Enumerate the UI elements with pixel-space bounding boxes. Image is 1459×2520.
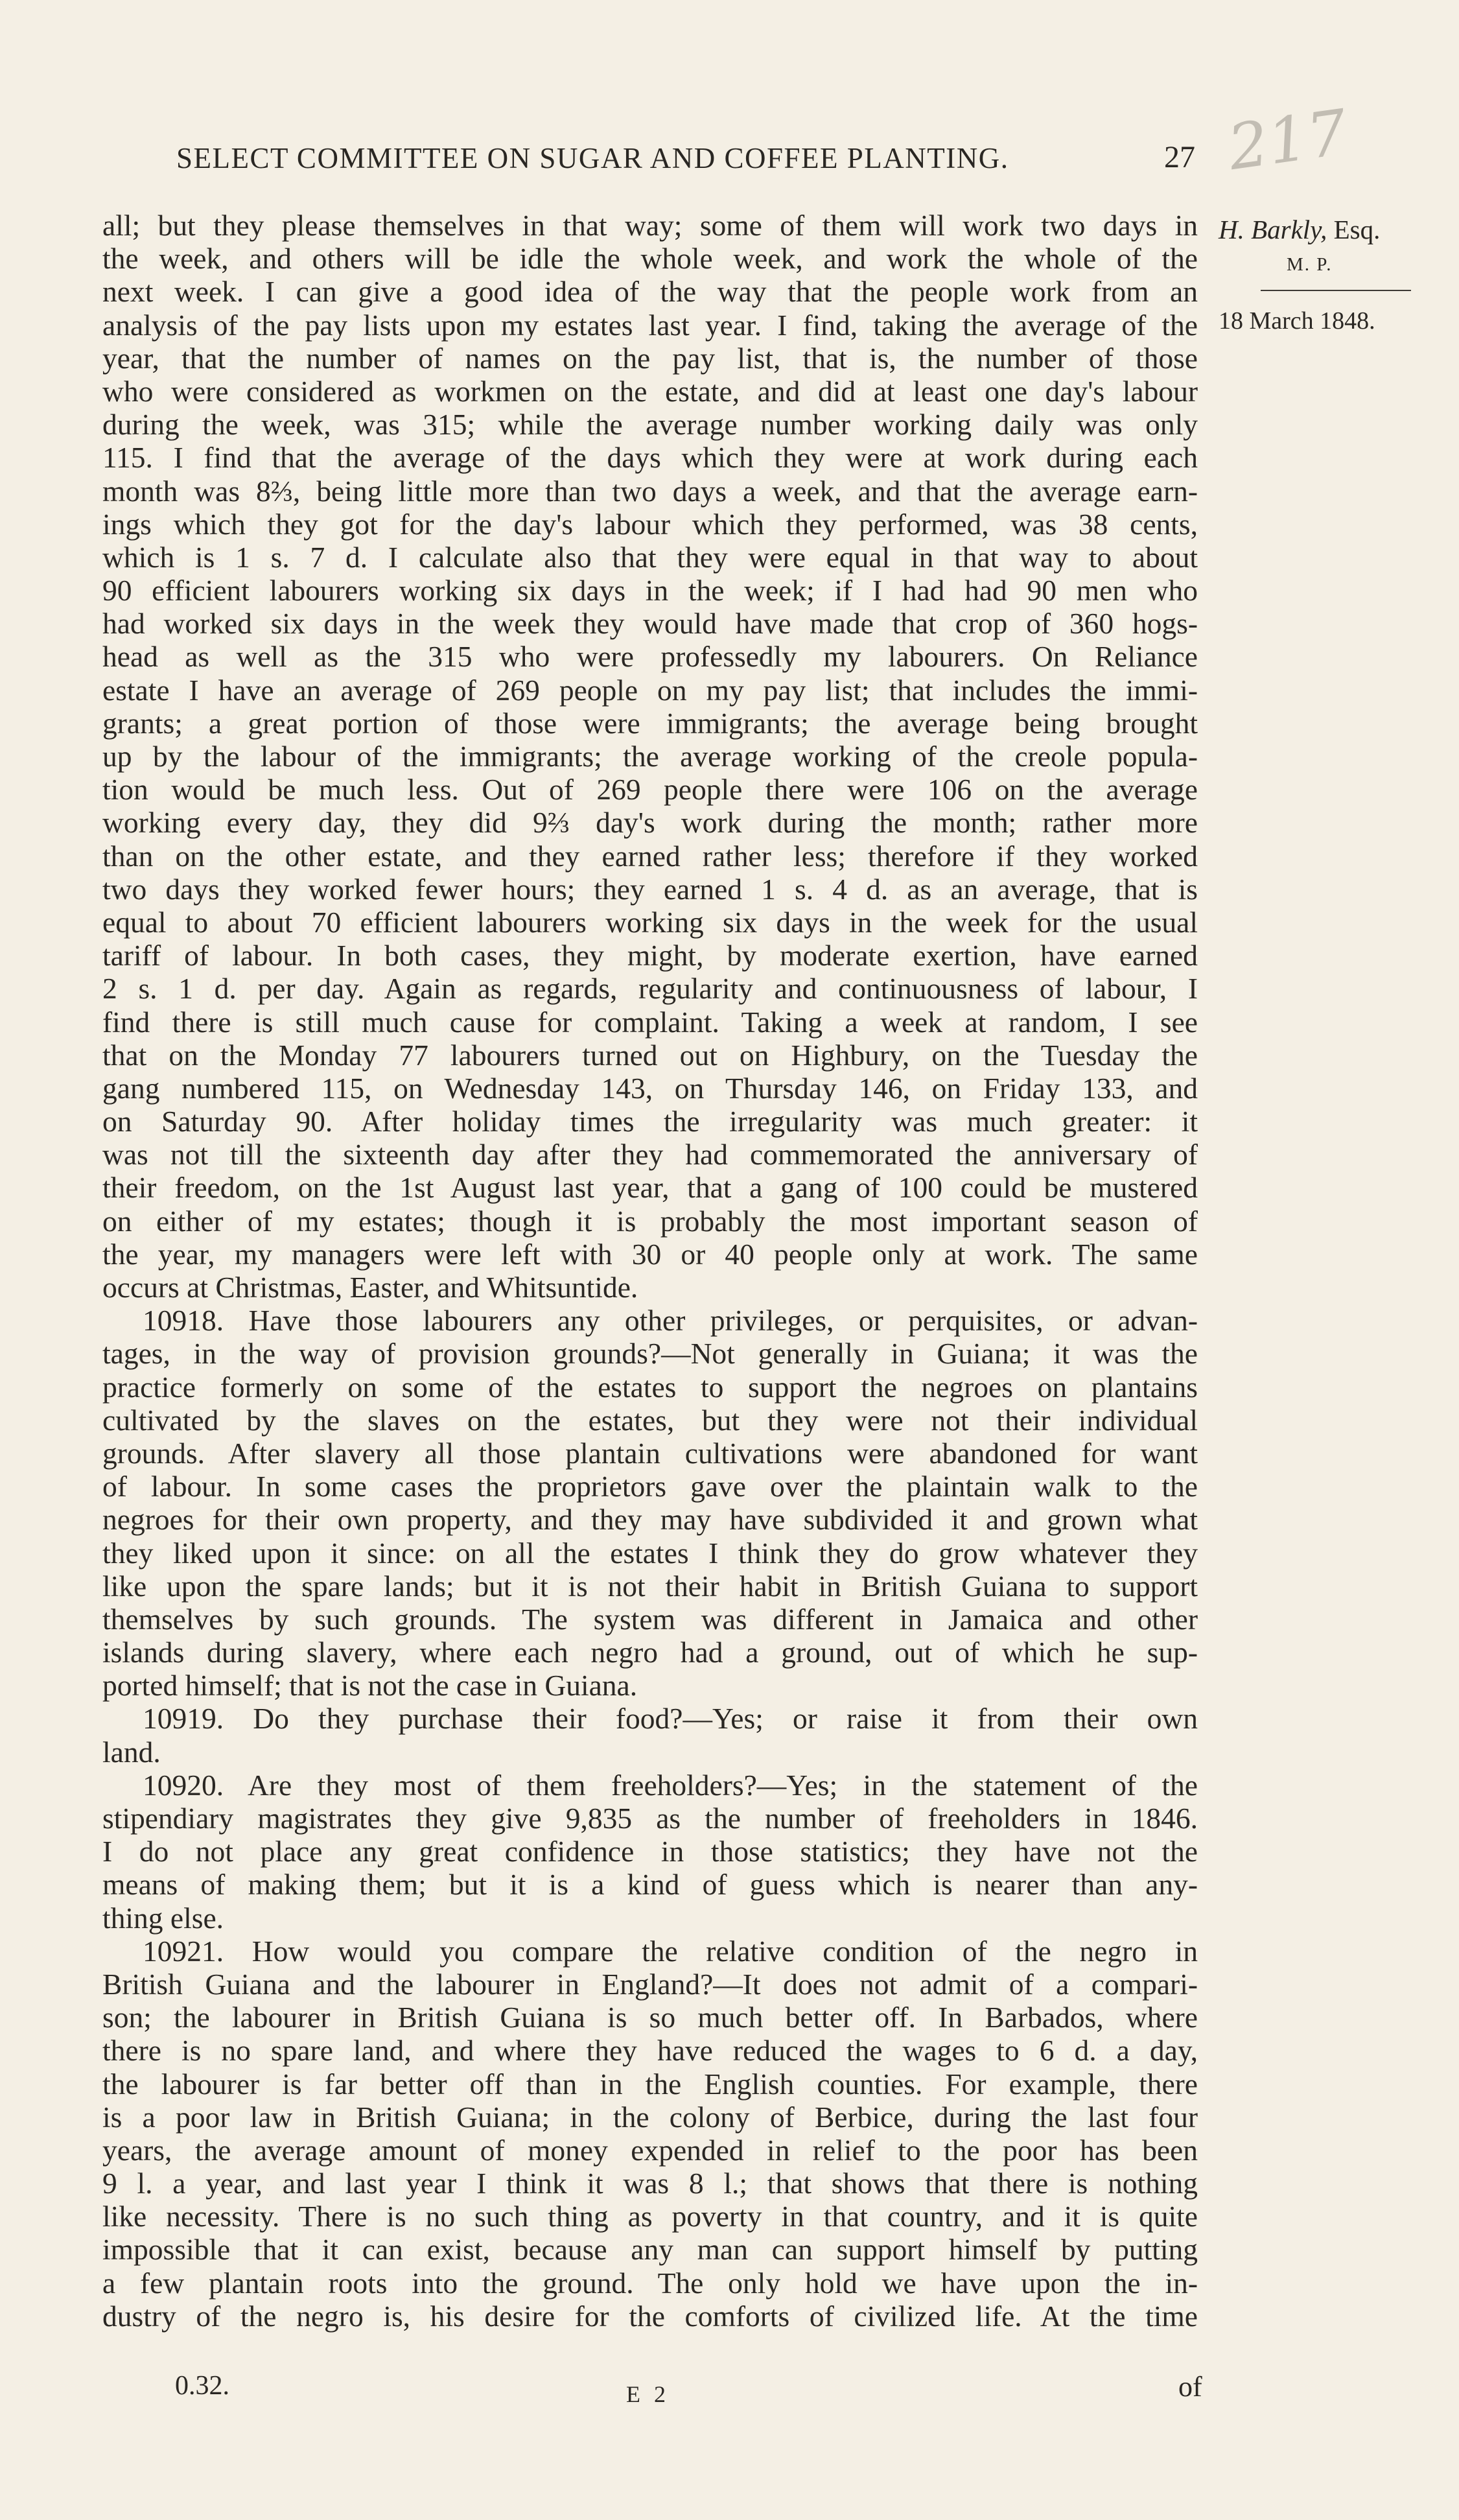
text-line: ported himself; that is not the case in Guiana. xyxy=(102,1669,638,1702)
text-line: is a poor law in British Guiana; in the colony of Berbice, during the last four xyxy=(102,2100,1198,2134)
text-line: during the week, was 315; while the average number working daily was only xyxy=(102,408,1198,442)
text-line: gang numbered 115, on Wednesday 143, on Thursday 146, on Friday 133, and xyxy=(102,1071,1198,1105)
text-line: occurs at Christmas, Easter, and Whitsuntide. xyxy=(102,1271,638,1304)
text-line: had worked six days in the week they would have made that crop of 360 hogs- xyxy=(102,607,1198,641)
text-line: practice formerly on some of the estates to support the negroes on plantains xyxy=(102,1370,1198,1404)
witness-name-text: H. Barkly, xyxy=(1219,215,1327,244)
text-line: means of making them; but it is a kind of guess which is nearer than any- xyxy=(102,1868,1198,1902)
text-line: ings which they got for the day's labour which they performed, was 38 cents, xyxy=(102,507,1198,541)
text-line: like necessity. There is no such thing as poverty in that country, and it is quite xyxy=(102,2200,1198,2233)
text-line: 10918. Have those labourers any other privileges, or perquisites, or advan- xyxy=(143,1304,1198,1337)
body-text xyxy=(102,209,1198,2333)
text-line: grants; a great portion of those were immigrants; the average being brought xyxy=(102,706,1198,740)
text-line: that on the Monday 77 labourers turned out on Highbury, on the Tuesday the xyxy=(102,1038,1198,1072)
text-line: tariff of labour. In both cases, they might, by moderate exertion, have earned xyxy=(102,939,1198,972)
text-line: tion would be much less. Out of 269 people there were 106 on the average xyxy=(102,773,1198,807)
text-line: 2 s. 1 d. per day. Again as regards, regularity and continuousness of labour, I xyxy=(102,972,1198,1006)
text-line: cultivated by the slaves on the estates, but they were not their individual xyxy=(102,1403,1198,1437)
text-line: dustry of the negro is, his desire for the comforts of civilized life. At the time xyxy=(102,2299,1198,2333)
text-line: 10920. Are they most of them freeholders?—Yes; in the statement of the xyxy=(143,1768,1198,1802)
text-line: two days they worked fewer hours; they earned 1 s. 4 d. as an average, that is xyxy=(102,872,1198,906)
text-line: on either of my estates; though it is probably the most important season of xyxy=(102,1204,1198,1238)
text-line: was not till the sixteenth day after they had commemorated the anniversary of xyxy=(102,1138,1198,1172)
text-line: equal to about 70 efficient labourers working six days in the week for the usual xyxy=(102,905,1198,939)
text-line: month was 8⅔, being little more than two days a week, and that the average earn- xyxy=(102,474,1198,508)
testimony-date: 18 March 1848. xyxy=(1219,307,1375,335)
text-line: head as well as the 315 who were professedly my labourers. On Reliance xyxy=(102,640,1198,674)
text-line: who were considered as workmen on the estate, and did at least one day's labour xyxy=(102,374,1198,408)
text-line: on Saturday 90. After holiday times the irregularity was much greater: it xyxy=(102,1105,1198,1138)
text-line: find there is still much cause for complaint. Taking a week at random, I see xyxy=(102,1005,1198,1039)
page-number: 27 xyxy=(1164,140,1195,174)
text-line: which is 1 s. 7 d. I calculate also that they were equal in that way to about xyxy=(102,540,1198,574)
footer-signature-mark: E 2 xyxy=(626,2381,670,2407)
text-line: a few plantain roots into the ground. The only hold we have upon the in- xyxy=(102,2266,1198,2300)
text-line: up by the labour of the immigrants; the average working of the creole popula- xyxy=(102,740,1198,773)
text-line: there is no spare land, and where they have reduced the wages to 6 d. a day, xyxy=(102,2034,1198,2067)
text-line: grounds. After slavery all those plantain cultivations were abandoned for want xyxy=(102,1436,1198,1470)
handwritten-folio-number: 217 xyxy=(1224,95,1352,185)
text-line: the year, my managers were left with 30 or 40 people only at work. The same xyxy=(102,1237,1198,1271)
text-line: the week, and others will be idle the whole week, and work the whole of the xyxy=(102,242,1198,276)
witness-name xyxy=(1219,214,1413,245)
text-line: I do not place any great confidence in those statistics; they have not the xyxy=(102,1835,1198,1868)
text-line: than on the other estate, and they earned rather less; therefore if they worked xyxy=(102,839,1198,873)
text-line: tages, in the way of provision grounds?—Not generally in Guiana; it was the xyxy=(102,1337,1198,1371)
text-line: land. xyxy=(102,1735,161,1769)
text-line: negroes for their own property, and they may have subdivided it and grown what xyxy=(102,1503,1198,1537)
witness-title: M. P. xyxy=(1287,254,1333,275)
text-line: son; the labourer in British Guiana is so much better off. In Barbados, where xyxy=(102,2001,1198,2034)
text-line: years, the average amount of money expended in relief to the poor has been xyxy=(102,2133,1198,2167)
text-line: 10919. Do they purchase their food?—Yes; or raise it from their own xyxy=(143,1702,1198,1736)
text-line: estate I have an average of 269 people on my pay list; that includes the immi- xyxy=(102,673,1198,707)
text-line: of labour. In some cases the proprietors gave over the plaintain walk to the xyxy=(102,1470,1198,1503)
running-header-title: SELECT COMMITTEE ON SUGAR AND COFFEE PLANTING. xyxy=(176,142,1009,174)
sidebar-rule xyxy=(1261,290,1411,291)
text-line: their freedom, on the 1st August last year, that a gang of 100 could be mustered xyxy=(102,1171,1198,1205)
witness-suffix: Esq. xyxy=(1333,215,1381,244)
text-line: 10921. How would you compare the relative condition of the negro in xyxy=(143,1934,1198,1968)
text-line: 115. I find that the average of the days which they were at work during each xyxy=(102,441,1198,475)
text-line: stipendiary magistrates they give 9,835 as the number of freeholders in 1846. xyxy=(102,1802,1198,1835)
text-line: all; but they please themselves in that way; some of them will work two days in xyxy=(102,209,1198,242)
text-line: 9 l. a year, and last year I think it was 8 l.; that shows that there is nothing xyxy=(102,2167,1198,2200)
text-line: impossible that it can exist, because any man can support himself by putting xyxy=(102,2233,1198,2267)
footer-sheet-number: 0.32. xyxy=(175,2371,229,2401)
text-line: like upon the spare lands; but it is not their habit in British Guiana to support xyxy=(102,1569,1198,1603)
catchword: of xyxy=(1178,2371,1202,2403)
text-line: analysis of the pay lists upon my estates last year. I find, taking the average of the xyxy=(102,308,1198,342)
text-line: British Guiana and the labourer in England?—It does not admit of a compari- xyxy=(102,1967,1198,2001)
text-line: working every day, they did 9⅔ day's work during the month; rather more xyxy=(102,806,1198,840)
margin-sidebar xyxy=(1219,214,1413,335)
text-line: next week. I can give a good idea of the way that the people work from an xyxy=(102,275,1198,309)
text-line: year, that the number of names on the pay list, that is, the number of those xyxy=(102,341,1198,375)
text-line: islands during slavery, where each negro had a ground, out of which he sup- xyxy=(102,1636,1198,1669)
text-line: 90 efficient labourers working six days in the week; if I had had 90 men who xyxy=(102,574,1198,607)
text-line: the labourer is far better off than in the English counties. For example, there xyxy=(102,2067,1198,2101)
text-line: they liked upon it since: on all the estates I think they do grow whatever they xyxy=(102,1536,1198,1570)
text-line: thing else. xyxy=(102,1901,224,1935)
text-line: themselves by such grounds. The system was different in Jamaica and other xyxy=(102,1602,1198,1636)
